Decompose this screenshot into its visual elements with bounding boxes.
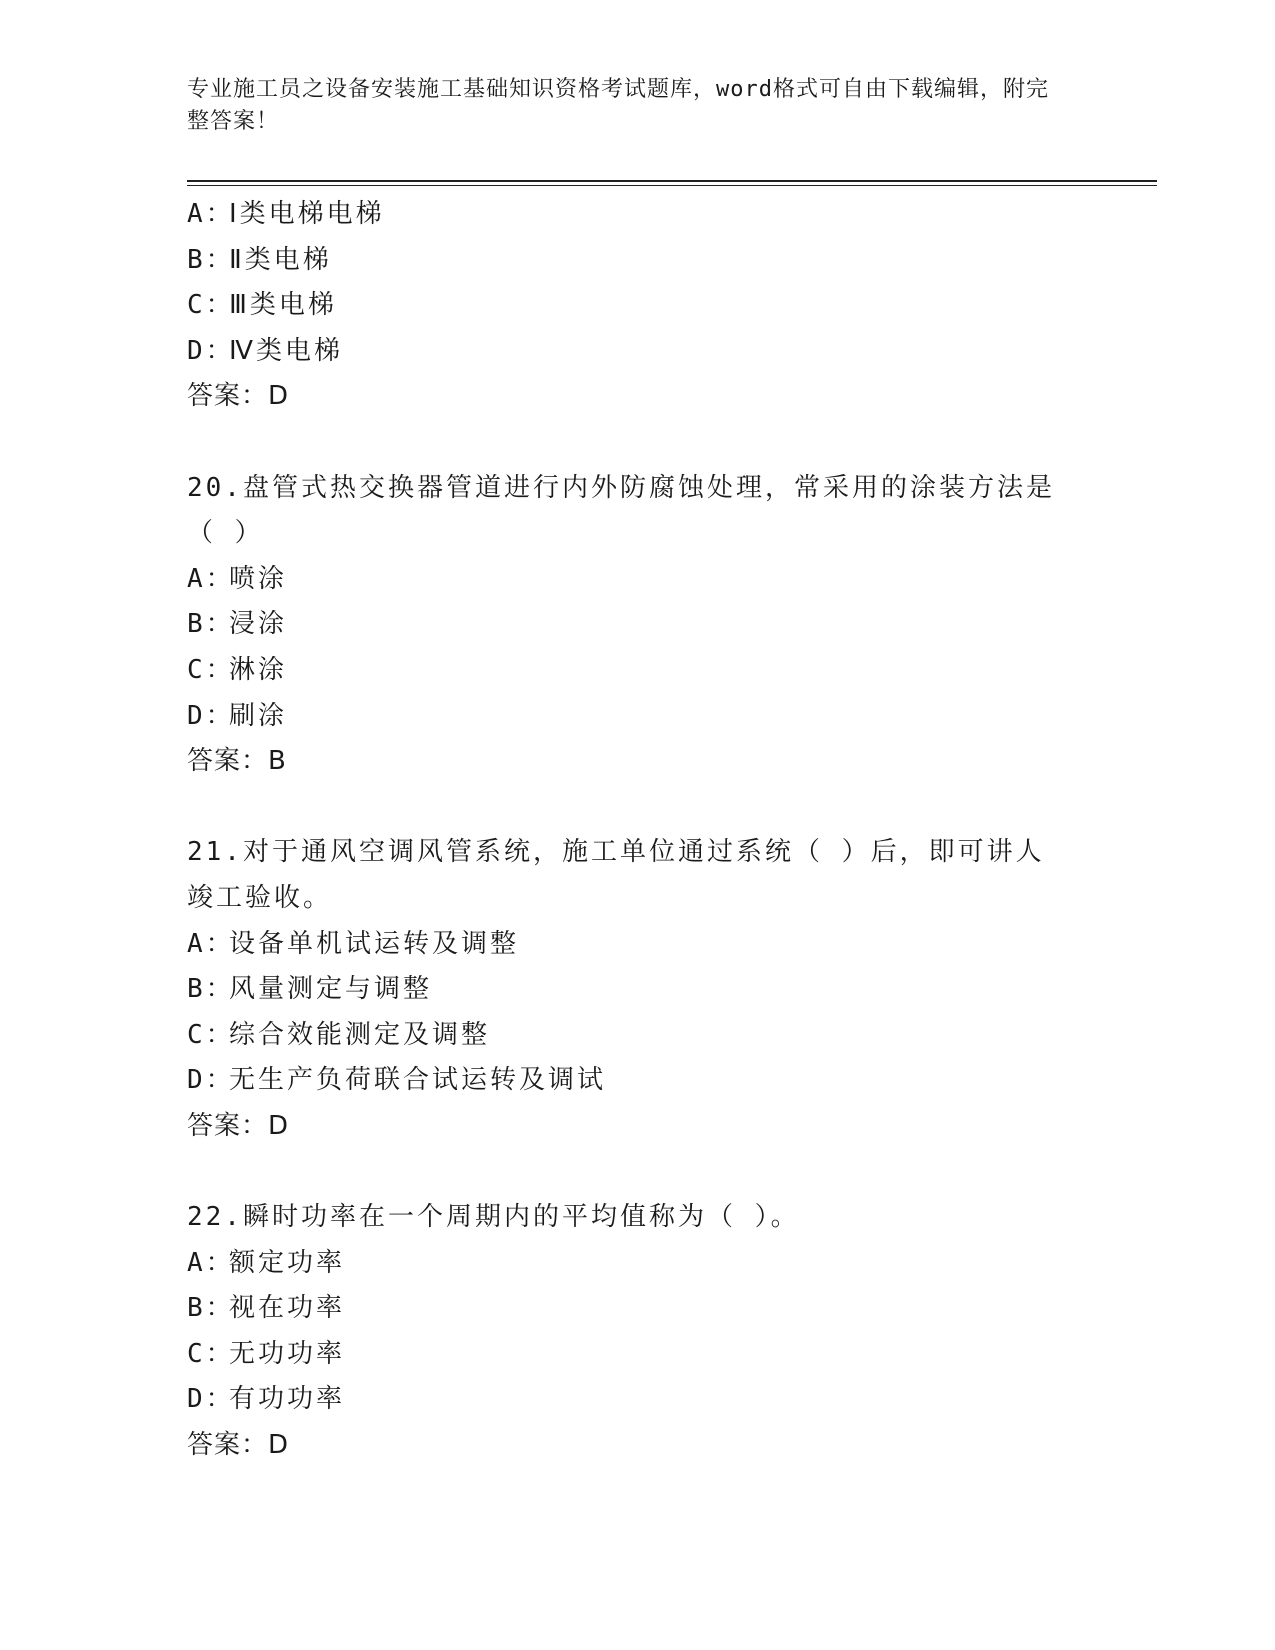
option-letter: B： [187,244,235,275]
spacer [187,420,1157,466]
option-b [187,967,1157,1013]
option-a [187,1241,1157,1287]
option-letter: B： [187,974,235,1005]
option-text: Ⅱ类电梯 [229,244,332,275]
question-list [187,192,1157,1469]
question-stem: 21.对于通风空调风管系统，施工单位通过系统（ ）后，即可讲人竣工验收。 [187,837,1045,913]
option-c [187,1332,1157,1378]
option-text: Ⅰ类电梯电梯 [229,199,385,229]
spacer [187,785,1157,831]
question-stem: 22.瞬时功率在一个周期内的平均值称为（ ）。 [187,1202,800,1233]
option-letter: A： [187,563,235,594]
option-text: 无生产负荷联合试运转及调试 [229,1065,607,1096]
option-letter: A： [187,928,235,959]
option-text: 喷涂 [229,563,288,594]
option-a [187,192,1157,238]
option-b [187,602,1157,648]
option-text: 额定功率 [229,1247,346,1278]
option-letter: D： [187,700,235,731]
option-text: 设备单机试运转及调整 [229,928,520,959]
question-block [187,192,1157,420]
answer-line: 答案：D [187,381,290,412]
answer-line: 答案：D [187,1110,290,1141]
option-a [187,557,1157,603]
option-d [187,694,1157,740]
option-letter: A： [187,1247,235,1278]
document-header: 专业施工员之设备安装施工基础知识资格考试题库，word格式可自由下载编辑，附完整答案！ [187,77,1049,134]
option-letter: C： [187,1338,235,1369]
option-letter: D： [187,335,235,366]
option-letter: C： [187,654,235,685]
option-text: 风量测定与调整 [229,974,433,1005]
answer-line: 答案：B [187,746,287,777]
question-block [187,830,1157,1149]
option-a [187,922,1157,968]
option-text: 淋涂 [229,654,288,685]
option-d [187,1058,1157,1104]
answer-line: 答案：D [187,1430,290,1461]
header-divider-thin [187,185,1157,186]
option-b [187,1286,1157,1332]
question-block [187,1195,1157,1469]
option-text: 综合效能测定及调整 [229,1019,491,1050]
option-letter: D： [187,1065,235,1096]
option-letter: C： [187,1019,235,1050]
question-stem: 20.盘管式热交换器管道进行内外防腐蚀处理，常采用的涂装方法是（ ） [187,472,1055,549]
option-text: 视在功率 [229,1293,346,1324]
option-text: 无功功率 [229,1338,346,1369]
option-text: Ⅲ类电梯 [229,290,337,321]
option-letter: B： [187,609,235,640]
option-letter: D： [187,1384,235,1415]
option-text: 有功功率 [229,1384,346,1415]
header-divider-thick [187,180,1157,182]
spacer [187,1149,1157,1195]
option-letter: B： [187,1293,235,1324]
option-letter: A： [187,199,235,229]
option-text: 刷涂 [229,700,288,731]
option-d [187,329,1157,375]
option-c [187,648,1157,694]
option-letter: C： [187,290,235,321]
option-d [187,1377,1157,1423]
question-block [187,466,1157,785]
option-text: 浸涂 [229,609,288,640]
option-text: Ⅳ类电梯 [229,335,343,366]
option-b [187,238,1157,284]
option-c [187,283,1157,329]
option-c [187,1013,1157,1059]
